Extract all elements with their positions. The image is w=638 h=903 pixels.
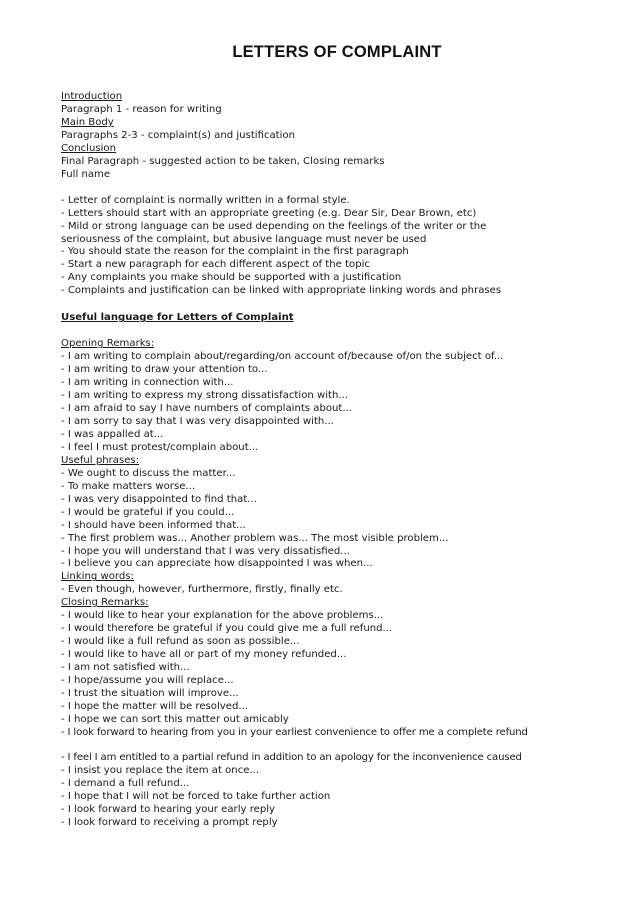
list-item: - I am writing to draw your attention to...	[61, 364, 268, 376]
list-item: - I demand a full refund...	[61, 777, 190, 789]
structure-line: Final Paragraph - suggested action to be taken, Closing remarks	[61, 155, 385, 167]
list-item: - I hope we can sort this matter out amicably	[61, 713, 289, 725]
guideline-item: - Any complaints you make should be supported with a justification	[61, 272, 402, 284]
list-item: - I would be grateful if you could...	[61, 506, 235, 518]
list-item: - We ought to discuss the matter...	[61, 467, 236, 479]
structure-line: Paragraphs 2-3 - complaint(s) and justification	[61, 129, 296, 141]
list-item: - I am afraid to say I have numbers of complaints about...	[61, 403, 353, 415]
guidelines-list	[61, 195, 621, 299]
list-item: - I would like to have all or part of my money refunded...	[61, 649, 347, 661]
section-heading-useful-phrases: Useful phrases:	[61, 454, 140, 466]
structure-line: Paragraph 1 - reason for writing	[61, 103, 222, 115]
structure-line: Full name	[61, 168, 111, 180]
list-item: - I look forward to hearing your early reply	[61, 803, 276, 815]
useful-language-heading: Useful language for Letters of Complaint	[61, 312, 294, 324]
section-heading-opening: Opening Remarks:	[61, 338, 155, 350]
list-item: - I would like to hear your explanation for the above problems...	[61, 610, 384, 622]
document-page	[61, 42, 621, 830]
list-item: - I hope the matter will be resolved...	[61, 700, 249, 712]
structure-heading-introduction: Introduction	[61, 91, 123, 102]
list-item: - I look forward to receiving a prompt reply	[61, 816, 278, 828]
guideline-item: - Letters should start with an appropriate greeting (e.g. Dear Sir, Dear Brown, etc)	[61, 207, 477, 219]
guideline-item: - Complaints and justification can be linked with appropriate linking words and phrases	[61, 285, 502, 297]
list-item: - I hope that I will not be forced to take further action	[61, 790, 331, 802]
guideline-item: - Start a new paragraph for each different aspect of the topic	[61, 259, 370, 271]
list-item: - The first problem was... Another problem was... The most visible problem...	[61, 532, 449, 544]
list-item: - I should have been informed that...	[61, 519, 246, 531]
list-item: - I would like a full refund as soon as possible...	[61, 636, 300, 648]
list-item: - I feel I must protest/complain about...	[61, 441, 259, 453]
guideline-item: - Mild or strong language can be used depending on the feelings of the writer or the seriousness of the complaint, but abusive language must never be used	[61, 220, 487, 245]
list-item: - I was very disappointed to find that...	[61, 493, 257, 505]
letter-structure	[61, 91, 621, 182]
list-item: - I am writing to express my strong dissatisfaction with...	[61, 390, 349, 402]
list-item: - I hope you will understand that I was very dissatisfied...	[61, 545, 350, 557]
list-item: - I am sorry to say that I was very disappointed with...	[61, 415, 334, 427]
list-item: - I was appalled at...	[61, 428, 164, 440]
section-heading-closing-remarks: Closing Remarks:	[61, 597, 149, 609]
useful-language-list	[61, 338, 621, 740]
list-item: - I hope/assume you will replace...	[61, 675, 234, 687]
list-item: - I am writing to complain about/regarding/on account of/because of/on the subject of...	[61, 351, 504, 363]
list-item: - I trust the situation will improve...	[61, 687, 239, 699]
structure-heading-main-body: Main Body	[61, 116, 114, 128]
guideline-item: - Letter of complaint is normally written in a formal style.	[61, 194, 350, 206]
list-item: - I insist you replace the item at once...	[61, 764, 260, 776]
list-item: - I look forward to hearing from you in your earliest convenience to offer me a complete refund	[61, 726, 528, 738]
list-item: - To make matters worse...	[61, 480, 196, 492]
structure-heading-conclusion: Conclusion	[61, 142, 117, 154]
list-item: - I am writing in connection with...	[61, 377, 234, 389]
list-item: - I would therefore be grateful if you could give me a full refund...	[61, 623, 393, 635]
closing-extra-list	[61, 752, 621, 830]
list-item: - I believe you can appreciate how disappointed I was when...	[61, 558, 373, 570]
page-title: LETTERS OF COMPLAINT	[232, 43, 442, 61]
section-heading-linking-words: Linking words:	[61, 571, 134, 583]
list-item: - I feel I am entitled to a partial refund in addition to an apology for the inconvenience caused	[61, 751, 522, 763]
list-item: - Even though, however, furthermore, firstly, finally etc.	[61, 584, 343, 596]
list-item: - I am not satisfied with...	[61, 662, 190, 674]
guideline-item: - You should state the reason for the complaint in the first paragraph	[61, 246, 409, 258]
